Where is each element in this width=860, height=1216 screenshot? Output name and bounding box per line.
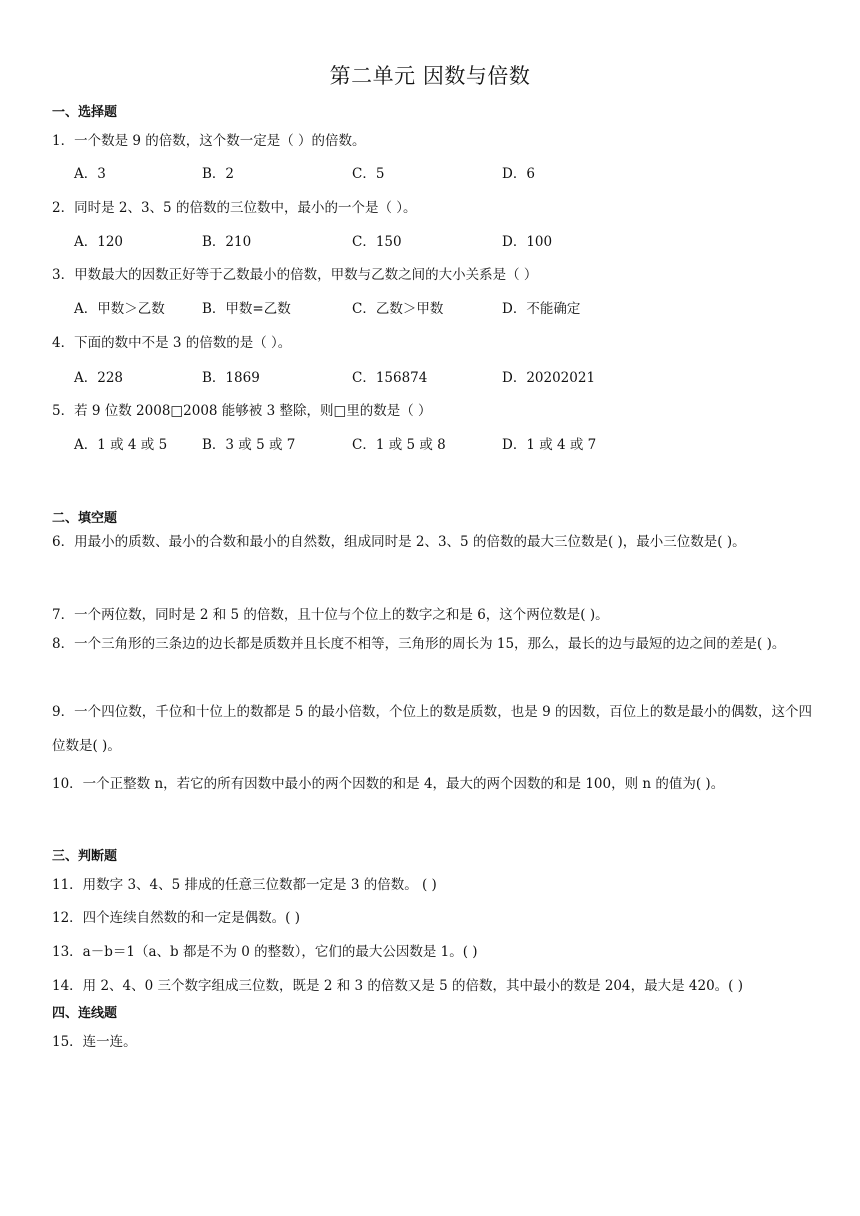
section-heading-match: 四、连线题	[52, 1006, 118, 1021]
question-13: 13．a－b＝1（a、b 都是不为 0 的整数），它们的最大公因数是 1。( )	[52, 944, 478, 960]
question-9: 9．一个四位数，千位和十位上的数都是 5 的最小倍数，个位上的数是质数，也是 9 的因数，百位上的数是最小的偶数，这个四位数是( )。	[52, 704, 812, 754]
question-1: 1．一个数是 9 的倍数，这个数一定是（ ）的倍数。	[52, 133, 366, 149]
option-5c: C．1 或 5 或 8	[352, 437, 446, 453]
option-4a: A．228	[74, 370, 124, 386]
option-2a: A．120	[74, 234, 124, 250]
question-14: 14．用 2、4、0 三个数字组成三位数，既是 2 和 3 的倍数又是 5 的倍数，其中最小的数是 204，最大是 420。( )	[52, 978, 743, 994]
option-5d: D．1 或 4 或 7	[502, 437, 597, 453]
section-heading-choice: 一、选择题	[52, 105, 118, 120]
option-5a: A．1 或 4 或 5	[74, 437, 168, 453]
question-7: 7．一个两位数，同时是 2 和 5 的倍数，且十位与个位上的数字之和是 6，这个两位数是( )。	[52, 607, 609, 623]
section-heading-judge: 三、判断题	[52, 849, 118, 864]
option-1d: D．6	[502, 166, 535, 182]
option-1c: C．5	[352, 166, 385, 182]
page-title: 第二单元 因数与倍数	[329, 64, 531, 88]
option-2b: B．210	[202, 234, 252, 250]
option-1b: B．2	[202, 166, 235, 182]
question-11: 11．用数字 3、4、5 排成的任意三位数都一定是 3 的倍数。 ( )	[52, 877, 437, 893]
option-2d: D．100	[502, 234, 553, 250]
question-3: 3．甲数最大的因数正好等于乙数最小的倍数，甲数与乙数之间的大小关系是（ ）	[52, 267, 538, 283]
question-5: 5．若 9 位数 2008□2008 能够被 3 整除，则□里的数是（ ）	[52, 403, 432, 419]
question-8: 8．一个三角形的三条边的边长都是质数并且长度不相等，三角形的周长为 15，那么，最长的边与最短的边之间的差是( )。	[52, 636, 786, 652]
option-3d: D．不能确定	[502, 301, 581, 317]
question-10: 10．一个正整数 n，若它的所有因数中最小的两个因数的和是 4，最大的两个因数的和是 100，则 n 的值为( )。	[52, 776, 725, 792]
question-15: 15．连一连。	[52, 1034, 137, 1050]
option-5b: B．3 或 5 或 7	[202, 437, 296, 453]
question-4: 4．下面的数中不是 3 的倍数的是（ ）。	[52, 335, 292, 351]
option-3a: A．甲数＞乙数	[74, 301, 165, 317]
option-1a: A．3	[74, 166, 106, 182]
option-2c: C．150	[352, 234, 402, 250]
option-3c: C．乙数＞甲数	[352, 301, 444, 317]
option-3b: B．甲数=乙数	[202, 301, 291, 317]
option-4d: D．20202021	[502, 370, 596, 386]
question-6: 6．用最小的质数、最小的合数和最小的自然数，组成同时是 2、3、5 的倍数的最大三位数是( )，最小三位数是( )。	[52, 534, 746, 550]
option-4c: C．156874	[352, 370, 428, 386]
option-4b: B．1869	[202, 370, 260, 386]
question-12: 12．四个连续自然数的和一定是偶数。( )	[52, 910, 301, 926]
question-2: 2．同时是 2、3、5 的倍数的三位数中，最小的一个是（ ）。	[52, 200, 417, 216]
section-heading-fill: 二、填空题	[52, 511, 118, 526]
